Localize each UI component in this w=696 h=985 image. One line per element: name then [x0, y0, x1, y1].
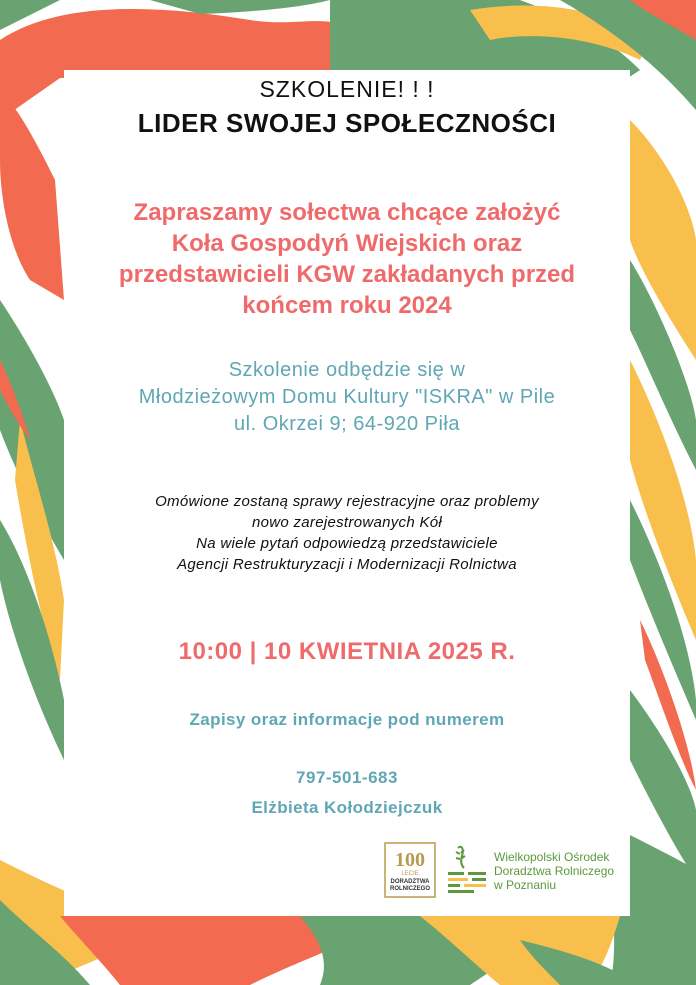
title-line1: SZKOLENIE! ! ! — [259, 76, 435, 102]
anniversary-line1: LECIE — [401, 871, 419, 877]
anniversary-line2: DORADZTWA — [390, 879, 430, 885]
invitation-text — [64, 197, 630, 321]
invitation-line: przedstawicieli KGW zakładanych przed — [118, 261, 576, 288]
venue-text — [64, 357, 630, 438]
venue-line: Młodzieżowym Domu Kultury "ISKRA" w Pile — [138, 386, 556, 408]
contact-person: Elżbieta Kołodziejczuk — [251, 798, 443, 817]
anniversary-line3: ROLNICZEGO — [390, 886, 430, 892]
invitation-line: końcem roku 2024 — [242, 292, 452, 319]
topics-line: nowo zarejestrowanych Kół — [251, 514, 443, 531]
registration-intro: Zapisy oraz informacje pod numerem — [189, 710, 505, 729]
wodr-line: Doradztwa Rolniczego — [494, 864, 615, 878]
topics-line: Na wiele pytań odpowiedzą przedstawiciele — [196, 535, 498, 552]
wodr-line: Wielkopolski Ośrodek — [494, 850, 610, 864]
flyer-card — [64, 70, 630, 916]
anniversary-number: 100 — [395, 849, 425, 871]
anniversary-logo-icon — [384, 842, 436, 898]
venue-line: ul. Okrzei 9; 64-920 Piła — [234, 413, 460, 435]
venue-line: Szkolenie odbędzie się w — [228, 359, 466, 381]
contact-phone: 797-501-683 — [296, 768, 398, 787]
wodr-logo — [448, 840, 628, 900]
invitation-line: Zapraszamy sołectwa chcące założyć — [133, 199, 561, 226]
invitation-line: Koła Gospodyń Wiejskich oraz — [171, 230, 523, 257]
wheat-field-logo-icon — [448, 842, 488, 898]
topics-text — [64, 491, 630, 575]
title-line2: LIDER SWOJEJ SPOŁECZNOŚCI — [137, 108, 557, 138]
event-datetime: 10:00 | 10 KWIETNIA 2025 R. — [178, 638, 516, 665]
topics-line: Agencji Restrukturyzacji i Modernizacji Rolnictwa — [177, 556, 517, 573]
wodr-logo-text — [494, 850, 614, 892]
topics-line: Omówione zostaną sprawy rejestracyjne oraz problemy — [155, 493, 539, 510]
wodr-line: w Poznaniu — [494, 878, 557, 892]
